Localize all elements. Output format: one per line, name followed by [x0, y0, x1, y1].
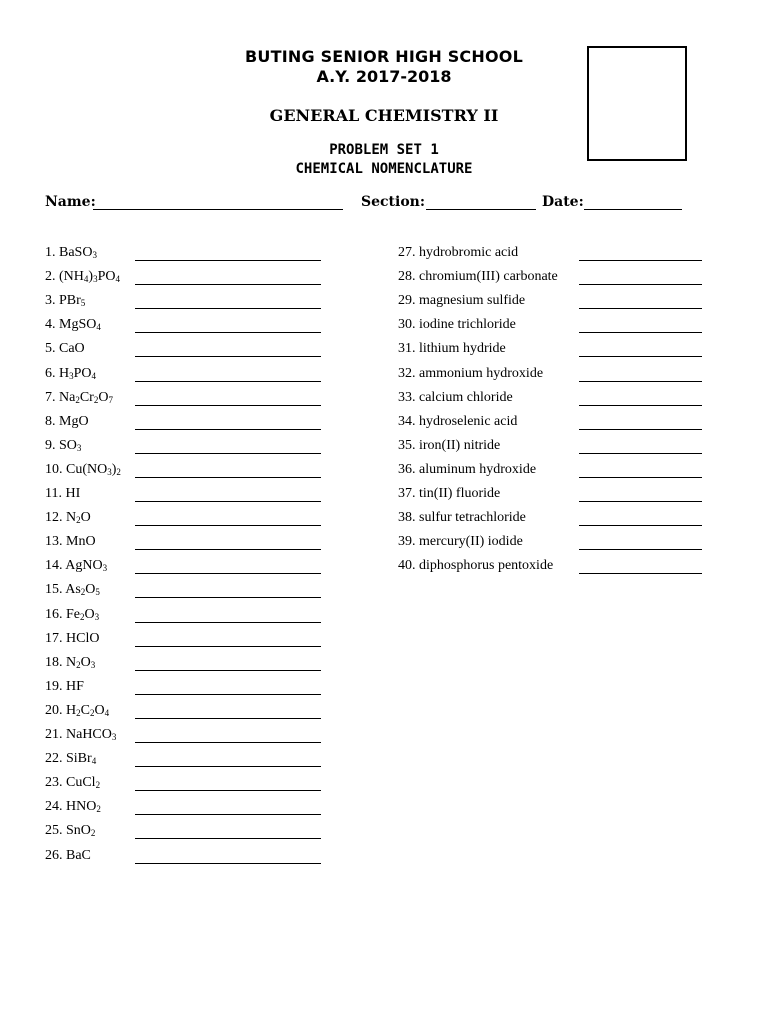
- question-item: [45, 510, 321, 532]
- question-item: [45, 558, 321, 580]
- answer-blank[interactable]: [135, 814, 321, 815]
- answer-blank[interactable]: [135, 405, 321, 406]
- answer-blank[interactable]: [579, 477, 702, 478]
- question-item: [45, 414, 321, 436]
- question-text: 6. $H_3PO_4$: [45, 365, 97, 381]
- question-item: [45, 727, 321, 749]
- question-text: 26. BaC: [45, 847, 91, 863]
- question-item: [398, 558, 702, 580]
- answer-blank[interactable]: [579, 308, 702, 309]
- question-item: [398, 510, 702, 532]
- question-text: 17. HClO: [45, 630, 100, 646]
- question-text: 32. ammonium hydroxide: [398, 365, 544, 381]
- question-item: [45, 245, 321, 267]
- question-item: [45, 799, 321, 821]
- question-text: 33. calcium chloride: [398, 389, 513, 405]
- answer-blank[interactable]: [135, 332, 321, 333]
- question-item: [398, 341, 702, 363]
- question-text: 1. BaSO$_3$: [45, 245, 97, 260]
- question-item: [398, 438, 702, 460]
- question-text: 37. tin(II) fluoride: [398, 486, 501, 501]
- question-text: 39. mercury(II) iodide: [398, 534, 523, 550]
- section-blank[interactable]: [426, 209, 536, 210]
- question-item: [45, 341, 321, 363]
- question-item: [45, 317, 321, 339]
- question-text: 9. $SO_3$: [45, 437, 82, 453]
- question-text: 14. AgNO$_3$: [45, 558, 108, 574]
- question-text: 2. $(NH_4)_3PO_4$: [45, 269, 120, 285]
- question-text: 5. CaO: [45, 341, 85, 357]
- question-text: 22. SiBr$_4$: [45, 751, 97, 767]
- section-label: Section:: [361, 194, 426, 210]
- date-label: Date:: [542, 194, 584, 210]
- question-text: 34. hydroselenic acid: [398, 413, 518, 429]
- question-item: [398, 462, 702, 484]
- question-text: 10. $Cu(NO_3)_2$: [45, 461, 121, 477]
- answer-blank[interactable]: [135, 381, 321, 382]
- answer-blank[interactable]: [135, 838, 321, 839]
- answer-blank[interactable]: [579, 429, 702, 430]
- question-text: 23. CuCl$_2$: [45, 775, 101, 791]
- answer-blank[interactable]: [579, 573, 702, 574]
- question-text: 13. MnO: [45, 534, 96, 550]
- answer-blank[interactable]: [135, 477, 321, 478]
- question-item: [398, 245, 702, 267]
- question-item: [398, 293, 702, 315]
- answer-blank[interactable]: [135, 284, 321, 285]
- photo-box: [587, 46, 687, 161]
- answer-blank[interactable]: [135, 573, 321, 574]
- answer-blank[interactable]: [579, 525, 702, 526]
- school-name: BUTING SENIOR HIGH SCHOOL: [245, 47, 523, 66]
- answer-blank[interactable]: [135, 356, 321, 357]
- question-item: [45, 751, 321, 773]
- question-text: 20. $H_2C_2O_4$: [45, 702, 110, 718]
- question-item: [45, 631, 321, 653]
- question-item: [398, 414, 702, 436]
- question-item: [45, 775, 321, 797]
- answer-blank[interactable]: [579, 501, 702, 502]
- question-text: 16. $Fe_2O_3$: [45, 606, 100, 622]
- question-text: 31. lithium hydride: [398, 341, 506, 357]
- answer-blank[interactable]: [135, 790, 321, 791]
- answer-blank[interactable]: [579, 332, 702, 333]
- question-item: [398, 269, 702, 291]
- question-text: 25. SnO$_2$: [45, 823, 96, 839]
- answer-blank[interactable]: [135, 694, 321, 695]
- answer-blank[interactable]: [135, 453, 321, 454]
- academic-year: A.Y. 2017-2018: [316, 67, 452, 86]
- answer-blank[interactable]: [135, 646, 321, 647]
- question-text: 35. iron(II) nitride: [398, 437, 501, 453]
- question-item: [398, 534, 702, 556]
- answer-blank[interactable]: [135, 260, 321, 261]
- question-text: 21. NaHCO$_3$: [45, 727, 117, 742]
- topic-title: CHEMICAL NOMENCLATURE: [295, 161, 473, 177]
- question-text: 8. MgO: [45, 413, 89, 429]
- question-item: [45, 269, 321, 291]
- answer-blank[interactable]: [135, 525, 321, 526]
- student-info-row: [45, 194, 695, 216]
- answer-blank[interactable]: [135, 429, 321, 430]
- answer-blank[interactable]: [579, 381, 702, 382]
- problem-set-title: PROBLEM SET 1: [329, 142, 439, 158]
- question-text: 29. magnesium sulfide: [398, 293, 526, 309]
- question-item: [45, 293, 321, 315]
- answer-blank[interactable]: [579, 260, 702, 261]
- question-text: 27. hydrobromic acid: [398, 245, 519, 260]
- question-text: 24. $HNO_2$: [45, 799, 101, 815]
- question-text: 3. PBr$_5$: [45, 293, 86, 309]
- name-label: Name:: [45, 194, 96, 210]
- answer-blank[interactable]: [135, 670, 321, 671]
- question-item: [398, 366, 702, 388]
- answer-blank[interactable]: [579, 284, 702, 285]
- question-text: 11. HI: [45, 486, 81, 501]
- question-text: 7. $Na_2Cr_2O_7$: [45, 389, 113, 405]
- question-text: 12. $N_2O$: [45, 510, 91, 526]
- question-item: [45, 848, 321, 870]
- answer-blank[interactable]: [579, 549, 702, 550]
- question-item: [45, 823, 321, 845]
- question-item: [45, 486, 321, 508]
- question-text: 4. MgSO$_4$: [45, 317, 101, 333]
- answer-blank[interactable]: [135, 308, 321, 309]
- question-text: 19. HF: [45, 678, 84, 694]
- question-item: [45, 582, 321, 604]
- answer-blank[interactable]: [135, 766, 321, 767]
- question-text: 30. iodine trichloride: [398, 317, 516, 333]
- name-blank[interactable]: [93, 209, 343, 210]
- answer-blank[interactable]: [579, 405, 702, 406]
- question-item: [398, 317, 702, 339]
- answer-blank[interactable]: [135, 597, 321, 598]
- question-item: [398, 390, 702, 412]
- question-text: 18. $N_2O_3$: [45, 654, 96, 670]
- question-item: [45, 534, 321, 556]
- subject-title: GENERAL CHEMISTRY II: [269, 106, 499, 125]
- question-item: [45, 607, 321, 629]
- answer-blank[interactable]: [135, 718, 321, 719]
- question-text: 15. $As_2O_5$: [45, 582, 100, 598]
- question-item: [45, 438, 321, 460]
- question-text: 36. aluminum hydroxide: [398, 461, 537, 477]
- question-item: [45, 366, 321, 388]
- date-blank[interactable]: [584, 209, 682, 210]
- question-item: [398, 486, 702, 508]
- answer-blank[interactable]: [135, 549, 321, 550]
- answer-blank[interactable]: [135, 863, 321, 864]
- question-item: [45, 679, 321, 701]
- question-text: 40. diphosphorus pentoxide: [398, 558, 554, 574]
- question-item: [45, 390, 321, 412]
- answer-blank[interactable]: [579, 356, 702, 357]
- question-text: 38. sulfur tetrachloride: [398, 510, 526, 526]
- question-item: [45, 703, 321, 725]
- answer-blank[interactable]: [135, 742, 321, 743]
- answer-blank[interactable]: [135, 501, 321, 502]
- question-text: 28. chromium(III) carbonate: [398, 269, 558, 285]
- answer-blank[interactable]: [579, 453, 702, 454]
- answer-blank[interactable]: [135, 622, 321, 623]
- question-item: [45, 655, 321, 677]
- question-item: [45, 462, 321, 484]
